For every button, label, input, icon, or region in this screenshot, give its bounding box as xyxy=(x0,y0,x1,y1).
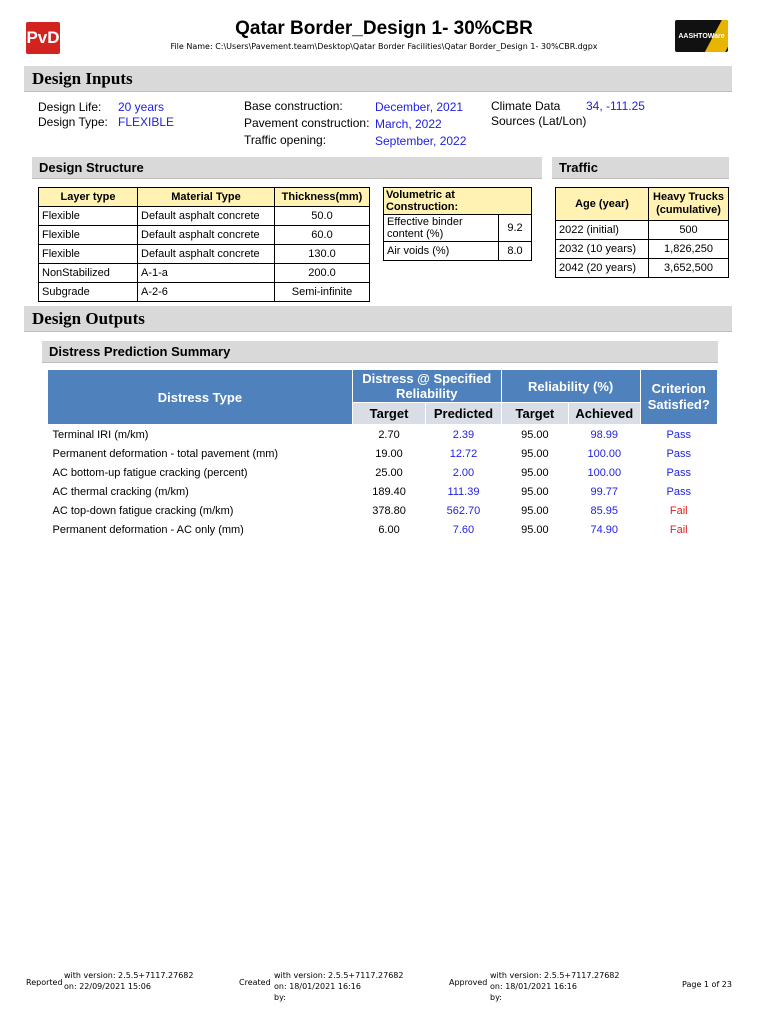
table-cell: NonStabilized xyxy=(39,264,138,283)
reliability-target: 95.00 xyxy=(521,523,549,536)
criterion-status: Fail xyxy=(669,504,688,517)
table-cell: A-2-6 xyxy=(138,283,275,302)
table-cell: 8.0 xyxy=(499,242,532,261)
table-row xyxy=(556,221,729,240)
reliability-target: 95.00 xyxy=(521,504,549,517)
reliability-target: 95.00 xyxy=(521,428,549,441)
table-cell: Default asphalt concrete xyxy=(138,245,275,264)
table-cell: 9.2 xyxy=(499,215,532,242)
reliability-achieved: 99.77 xyxy=(590,485,619,498)
table-cell: Subgrade xyxy=(39,283,138,302)
design-life-value: 20 years xyxy=(118,100,165,114)
design-type-label: Design Type: xyxy=(38,115,108,129)
design-type-value: FLEXIBLE xyxy=(118,115,175,129)
distress-name: AC bottom-up fatigue cracking (percent) xyxy=(52,466,248,479)
table-row xyxy=(39,283,370,302)
reliability-achieved: 100.00 xyxy=(587,466,622,479)
climate-value: 34, -111.25 xyxy=(586,99,645,113)
col-criterion: Criterion Satisfied? xyxy=(640,370,718,425)
criterion-status: Fail xyxy=(669,523,688,536)
reliability-target: 95.00 xyxy=(521,485,549,498)
criterion-status: Pass xyxy=(666,428,691,441)
col-distress-specified: Distress @ Specified Reliability xyxy=(352,370,501,403)
col-predicted: Predicted xyxy=(426,403,501,425)
table-cell: Default asphalt concrete xyxy=(138,207,275,226)
reliability-achieved: 100.00 xyxy=(587,447,622,460)
predicted-value: 7.60 xyxy=(452,523,475,536)
criterion-status: Pass xyxy=(666,466,691,479)
reliability-achieved: 85.95 xyxy=(590,504,619,517)
table-cell: Semi-infinite xyxy=(275,283,370,302)
table-row xyxy=(39,245,370,264)
table-cell: 2032 (10 years) xyxy=(556,240,649,259)
pavement-construction-label: Pavement construction: xyxy=(244,116,370,130)
approved-version: with version: 2.5.5+7117.27682 xyxy=(490,971,620,980)
table-cell: Default asphalt concrete xyxy=(138,226,275,245)
table-cell: 1,826,250 xyxy=(649,240,729,259)
table-row xyxy=(48,501,718,520)
aashtoware-logo: AASHTOWare xyxy=(675,20,728,52)
distress-name: Permanent deformation - AC only (mm) xyxy=(52,523,244,536)
table-row xyxy=(48,444,718,463)
table-row xyxy=(48,482,718,501)
col-target: Target xyxy=(352,403,425,425)
table-row xyxy=(39,264,370,283)
target-value: 25.00 xyxy=(375,466,403,479)
distress-name: AC thermal cracking (m/km) xyxy=(52,485,189,498)
col-heavy-trucks: Heavy Trucks (cumulative) xyxy=(649,188,729,221)
table-cell: 2022 (initial) xyxy=(556,221,649,240)
table-row xyxy=(48,463,718,482)
base-construction-value: December, 2021 xyxy=(375,100,464,114)
table-row xyxy=(384,242,532,261)
table-cell: 500 xyxy=(649,221,729,240)
table-cell: 2042 (20 years) xyxy=(556,259,649,278)
criterion-status: Pass xyxy=(666,447,691,460)
reliability-target: 95.00 xyxy=(521,466,549,479)
predicted-value: 111.39 xyxy=(447,485,480,498)
distress-table xyxy=(47,369,718,539)
target-value: 189.40 xyxy=(372,485,406,498)
reported-label: Reported xyxy=(26,978,63,987)
table-row xyxy=(48,520,718,539)
table-row xyxy=(556,240,729,259)
created-by: by: xyxy=(274,993,286,1002)
predicted-value: 562.70 xyxy=(446,504,481,517)
table-cell: 130.0 xyxy=(275,245,370,264)
distress-summary-header: Distress Prediction Summary xyxy=(42,341,718,363)
col-layer-type: Layer type xyxy=(39,188,138,207)
table-cell: Flexible xyxy=(39,207,138,226)
approved-by: by: xyxy=(490,993,502,1002)
predicted-value: 12.72 xyxy=(449,447,478,460)
approved-on: on: 18/01/2021 16:16 xyxy=(490,982,577,991)
predicted-value: 2.00 xyxy=(452,466,475,479)
reliability-achieved: 98.99 xyxy=(590,428,619,441)
col-thickness: Thickness(mm) xyxy=(275,188,370,207)
reliability-achieved: 74.90 xyxy=(590,523,619,536)
target-value: 2.70 xyxy=(378,428,400,441)
design-structure-table xyxy=(38,187,370,302)
table-cell: 50.0 xyxy=(275,207,370,226)
table-row xyxy=(384,215,532,242)
col-rel-target: Target xyxy=(501,403,568,425)
climate-label: Climate Data xyxy=(491,99,561,113)
page-number: Page 1 of 23 xyxy=(682,980,732,989)
table-cell: Air voids (%) xyxy=(384,242,499,261)
reliability-target: 95.00 xyxy=(521,447,549,460)
table-cell: Flexible xyxy=(39,226,138,245)
traffic-opening-label: Traffic opening: xyxy=(244,133,327,147)
target-value: 19.00 xyxy=(375,447,403,460)
col-achieved: Achieved xyxy=(569,403,640,425)
base-construction-label: Base construction: xyxy=(244,99,343,113)
reported-version: with version: 2.5.5+7117.27682 xyxy=(64,971,194,980)
reported-on: on: 22/09/2021 15:06 xyxy=(64,982,151,991)
distress-name: Terminal IRI (m/km) xyxy=(52,428,149,441)
design-outputs-header: Design Outputs xyxy=(24,306,732,332)
distress-name: AC top-down fatigue cracking (m/km) xyxy=(52,504,234,517)
created-version: with version: 2.5.5+7117.27682 xyxy=(274,971,404,980)
table-cell: Flexible xyxy=(39,245,138,264)
climate-sources-label: Sources (Lat/Lon) xyxy=(491,114,587,128)
col-distress-type: Distress Type xyxy=(48,370,353,425)
design-life-label: Design Life: xyxy=(38,100,102,114)
table-row xyxy=(556,259,729,278)
table-cell: 60.0 xyxy=(275,226,370,245)
target-value: 378.80 xyxy=(372,504,406,517)
col-material-type: Material Type xyxy=(138,188,275,207)
predicted-value: 2.39 xyxy=(452,428,475,441)
table-row xyxy=(39,207,370,226)
design-inputs-header: Design Inputs xyxy=(24,66,732,92)
col-reliability: Reliability (%) xyxy=(501,370,640,403)
file-name: File Name: C:\Users\Pavement.team\Desktop\Qatar Border Facilities\Qatar Border_Design 1- 30%CBR.dgpx xyxy=(170,42,598,51)
table-row xyxy=(39,226,370,245)
table-row xyxy=(48,425,718,445)
target-value: 6.00 xyxy=(378,523,400,536)
pavement-construction-value: March, 2022 xyxy=(375,117,442,131)
traffic-header: Traffic xyxy=(552,157,729,179)
table-cell: A-1-a xyxy=(138,264,275,283)
created-label: Created xyxy=(239,978,271,987)
pvd-logo: PvD xyxy=(26,22,60,54)
approved-label: Approved xyxy=(449,978,488,987)
design-structure-header: Design Structure xyxy=(32,157,542,179)
table-cell: 3,652,500 xyxy=(649,259,729,278)
distress-name: Permanent deformation - total pavement (mm) xyxy=(52,447,279,460)
col-age-year: Age (year) xyxy=(556,188,649,221)
volumetric-header: Volumetric at Construction: xyxy=(384,188,532,215)
volumetric-table xyxy=(383,187,532,261)
table-cell: Effective binder content (%) xyxy=(384,215,499,242)
traffic-table xyxy=(555,187,729,278)
report-title: Qatar Border_Design 1- 30%CBR xyxy=(235,18,533,39)
table-cell: 200.0 xyxy=(275,264,370,283)
traffic-opening-value: September, 2022 xyxy=(375,134,467,148)
criterion-status: Pass xyxy=(666,485,691,498)
created-on: on: 18/01/2021 16:16 xyxy=(274,982,361,991)
